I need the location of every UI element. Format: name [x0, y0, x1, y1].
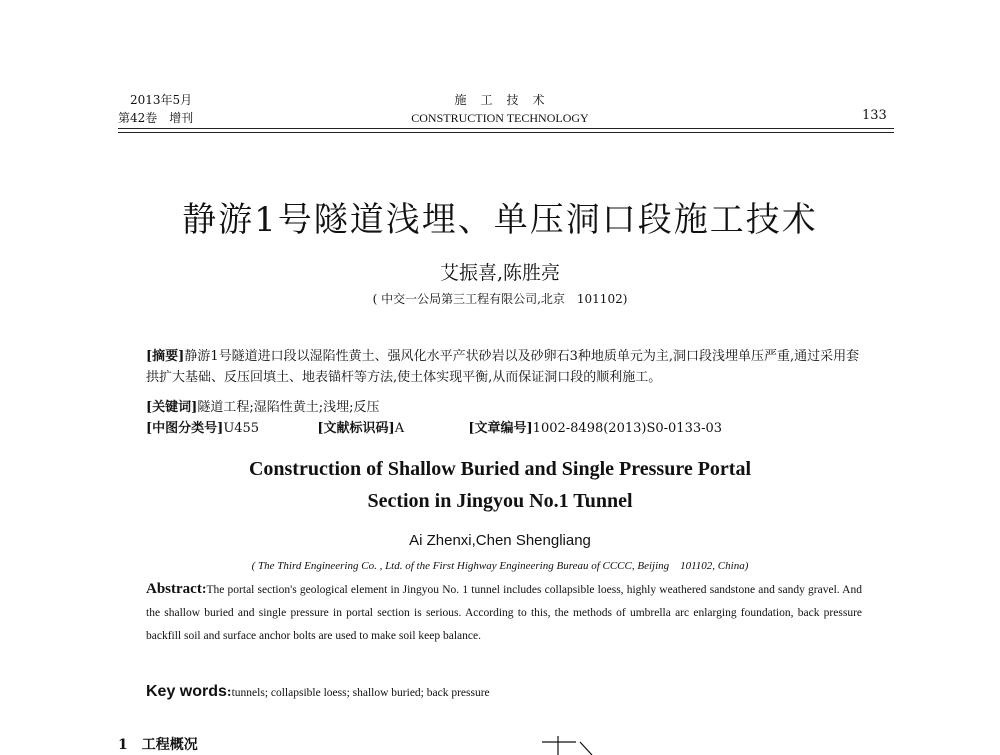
title-en-line2: Section in Jingyou No.1 Tunnel	[367, 490, 633, 512]
authors-en: Ai Zhenxi,Chen Shengliang	[409, 532, 591, 549]
title-cn: 静游1号隧道浅埋、单压洞口段施工技术	[182, 200, 818, 240]
clc-value: U455	[223, 421, 260, 436]
affiliation-cn: ( 中交一公局第三工程有限公司,北京 101102)	[372, 292, 628, 306]
abstract-cn-text: 静游1号隧道进口段以湿陷性黄土、强风化水平产状砂岩以及砂卵石3种地质单元为主,洞口段浅埋单压严重,通过采用套拱扩大基础、反压回填土、地表锚杆等方法,使土体实现平衡,从而保证洞口段的顺利施工。	[146, 349, 860, 385]
article-id-value: 1002-8498(2013)S0-0133-03	[532, 421, 723, 436]
abstract-en: Abstract:The portal section's geological element in Jingyou No. 1 tunnel includes collapsible loess, highly weathered sandstone and sandy gravel. And the shallow buried and single pressure in portal section is serious. According to this, the methods of umbrella arc enlarging foundation, back pressure backfill soil and surface anchor bolts are used to make soil keep balance.	[146, 581, 862, 642]
abstract-cn-label: [摘要]	[146, 349, 185, 364]
keywords-cn-label: [关键词]	[146, 400, 198, 415]
issue-date: 2013年5月	[130, 93, 193, 107]
header-rule	[118, 128, 894, 129]
keywords-en-label: Key words	[146, 683, 227, 700]
classification-row	[146, 418, 866, 439]
journal-name-cn: 施 工 技 术	[454, 93, 546, 107]
keywords-en: Key words:tunnels; collapsible loess; shallow buried; back pressure	[146, 683, 490, 700]
article-id-label: [文章编号]	[468, 421, 533, 436]
keywords-cn-text: 隧道工程;湿陷性黄土;浅埋;反压	[197, 400, 380, 415]
figure-fragment	[540, 736, 600, 755]
authors-cn: 艾振喜,陈胜亮	[439, 262, 561, 284]
doc-code-label: [文献标识码]	[317, 421, 395, 436]
doc-code-value: A	[394, 421, 405, 436]
journal-name-en: CONSTRUCTION TECHNOLOGY	[411, 111, 589, 125]
page-number: 133	[862, 108, 887, 123]
keywords-cn	[146, 397, 866, 418]
keywords-en-text: tunnels; collapsible loess; shallow buried; back pressure	[231, 687, 490, 699]
abstract-en-label: Abstract	[146, 581, 202, 597]
header-rule-thin	[118, 132, 894, 133]
abstract-cn	[146, 346, 866, 388]
abstract-en-text: The portal section's geological element in Jingyou No. 1 tunnel includes collapsible loess, highly weathered sandstone and sandy gravel. And the shallow buried and single pressure in portal section is serious. According to this, the methods of umbrella arc enlarging foundation, back pressure backfill soil and surface anchor bolts are used to make soil keep balance.	[146, 584, 862, 642]
title-en-line1: Construction of Shallow Buried and Single Pressure Portal	[248, 458, 752, 480]
issue-volume: 第42卷 增刊	[118, 111, 194, 125]
clc-label: [中图分类号]	[146, 421, 224, 436]
section-heading: 1 工程概况	[118, 737, 198, 753]
affiliation-en: ( The Third Engineering Co. , Ltd. of the First Highway Engineering Bureau of CCCC, Beijing 101102, China)	[251, 560, 749, 572]
